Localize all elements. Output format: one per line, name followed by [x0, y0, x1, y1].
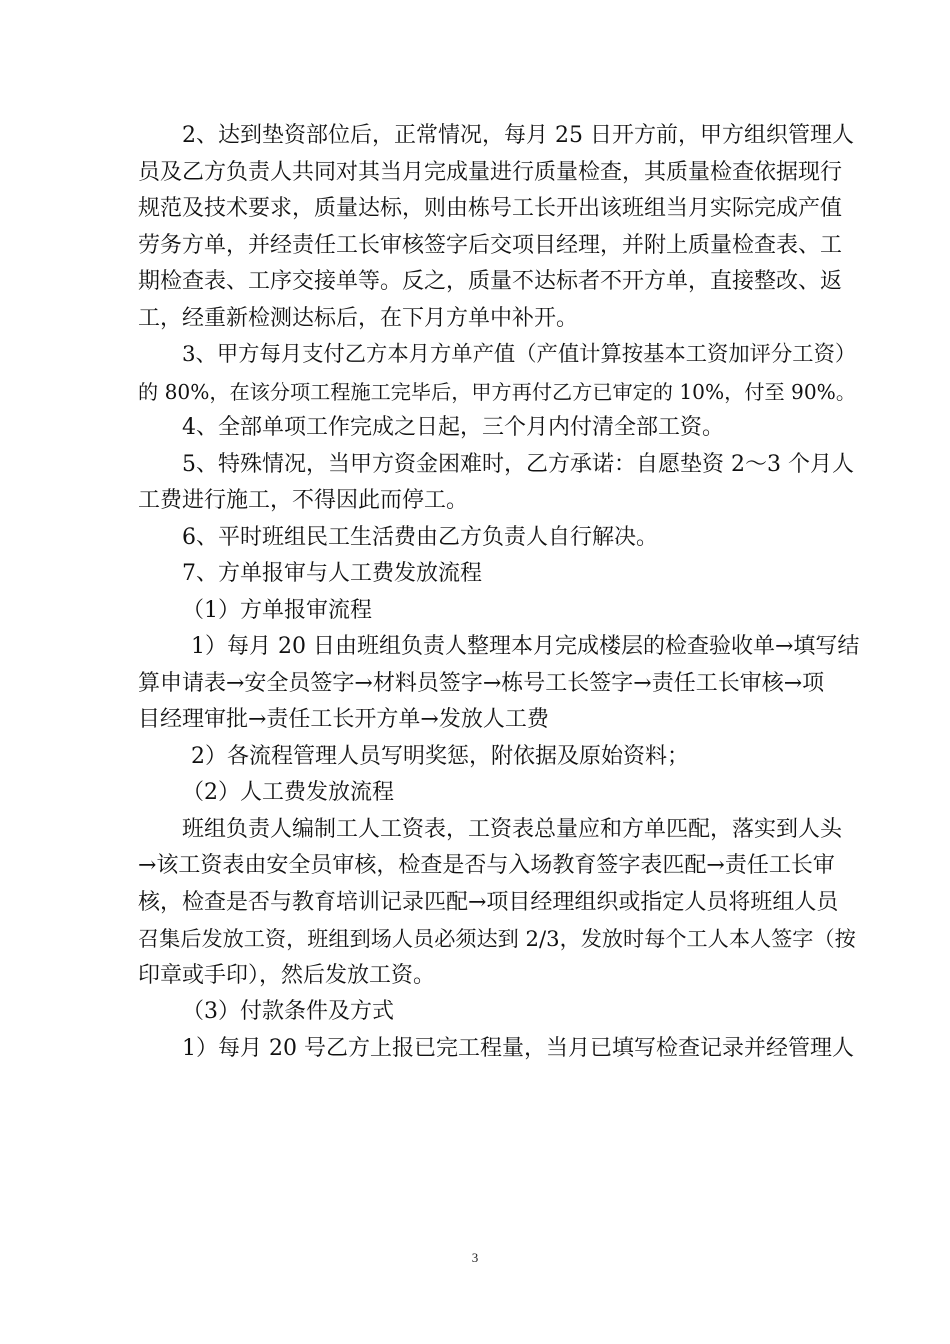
paragraph-line: 目经理审批→责任工长开方单→发放人工费: [138, 707, 549, 732]
document-body: [138, 118, 860, 1067]
paragraph-line: 1）每月 20 日由班组负责人整理本月完成楼层的检查验收单→填写结: [191, 634, 860, 659]
paragraph-line: 工费进行施工，不得因此而停工。: [138, 488, 469, 513]
paragraph-line: 2）各流程管理人员写明奖惩，附依据及原始资料；: [191, 743, 689, 769]
paragraph-line: 工，经重新检测达标后，在下月方单中补开。: [138, 305, 579, 331]
paragraph-line: 规范及技术要求，质量达标，则由栋号工长开出该班组当月实际完成产值: [138, 196, 843, 221]
paragraph-line: 劳务方单，并经责任工长审核签字后交项目经理，并附上质量检查表、工: [138, 232, 843, 258]
paragraph-line: →该工资表由安全员审核，检查是否与入场教育签字表匹配→责任工长审: [138, 853, 835, 878]
paragraph-line: 召集后发放工资，班组到场人员必须达到 2/3，发放时每个工人本人签字（按: [138, 926, 856, 951]
paragraph-line: 4、全部单项工作完成之日起，三个月内付清全部工资。: [182, 415, 724, 440]
subsection-heading: （1）方单报审流程: [182, 597, 372, 623]
paragraph-line: 印章或手印），然后发放工资。: [138, 962, 436, 988]
subsection-heading: （3）付款条件及方式: [182, 999, 394, 1024]
page-number: 3: [471, 1250, 479, 1265]
paragraph-line: 1）每月 20 号乙方上报已完工程量，当月已填写检查记录并经管理人: [182, 1035, 854, 1061]
section-heading: 7、方单报审与人工费发放流程: [182, 561, 482, 586]
subsection-heading: （2）人工费发放流程: [182, 780, 394, 805]
paragraph-line: 5、特殊情况，当甲方资金困难时，乙方承诺：自愿垫资 2～3 个月人: [182, 451, 854, 477]
paragraph-line: 6、平时班组民工生活费由乙方负责人自行解决。: [182, 524, 658, 550]
paragraph-line: 的 80%，在该分项工程施工完毕后，甲方再付乙方已审定的 10%，付至 90%。: [138, 379, 856, 404]
paragraph-line: 2、达到垫资部位后，正常情况，每月 25 日开方前，甲方组织管理人: [182, 123, 854, 148]
paragraph-line: 班组负责人编制工人工资表，工资表总量应和方单匹配，落实到人头: [182, 816, 843, 842]
paragraph-line: 3、甲方每月支付乙方本月方单产值（产值计算按基本工资加评分工资）: [182, 342, 857, 367]
paragraph-line: 核，检查是否与教育培训记录匹配→项目经理组织或指定人员将班组人员: [138, 889, 839, 915]
paragraph-line: 员及乙方负责人共同对其当月完成量进行质量检查，其质量检查依据现行: [138, 159, 843, 185]
paragraph-line: 算申请表→安全员签字→材料员签字→栋号工长签字→责任工长审核→项: [138, 670, 825, 696]
paragraph-line: 期检查表、工序交接单等。反之，质量不达标者不开方单，直接整改、返: [138, 269, 843, 294]
